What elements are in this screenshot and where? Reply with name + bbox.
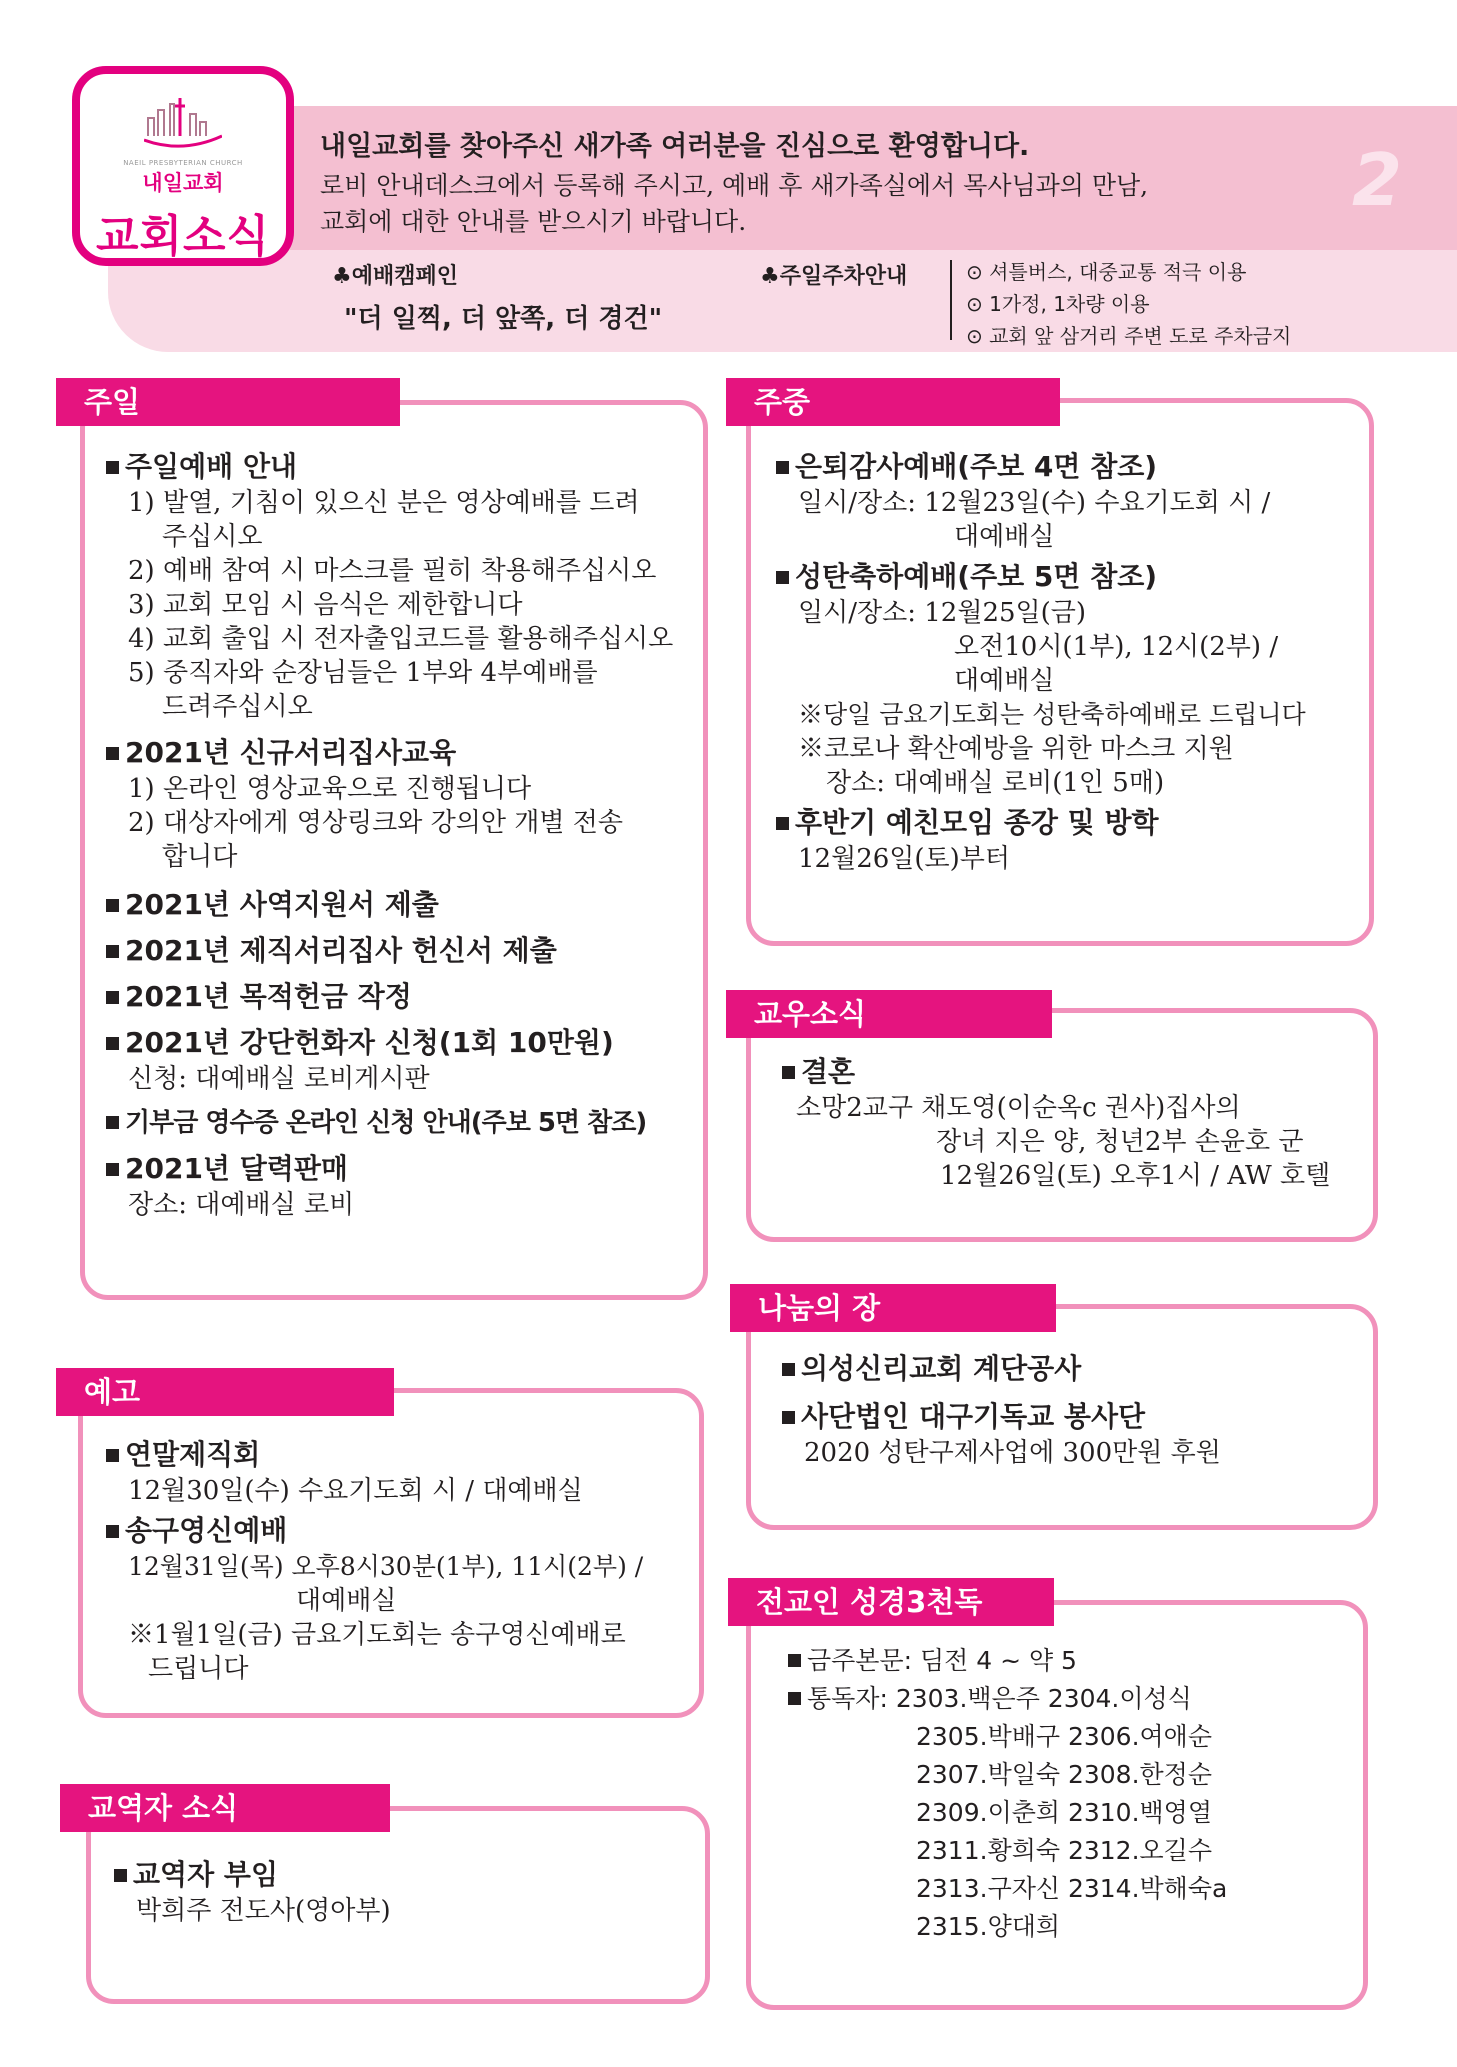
item-text: 드립니다 xyxy=(148,1654,249,1684)
readers-line: 2305.박배구 2306.여애순 xyxy=(916,1722,1212,1751)
item-text: 12월26일(토)부터 xyxy=(798,844,1011,874)
bullet-icon xyxy=(782,1363,795,1376)
readers-line: 2311.황희숙 2312.오길수 xyxy=(916,1836,1212,1865)
parking-item: ⊙ 셔틀버스, 대중교통 적극 이용 xyxy=(966,260,1247,284)
item-heading: 2021년 달력판매 xyxy=(125,1152,348,1185)
bullet-icon xyxy=(776,817,789,830)
bible-reading-tab: 전교인 성경3천독 xyxy=(728,1578,1054,1626)
item-text: 4) 교회 출입 시 전자출입코드를 활용해주십시오 xyxy=(128,624,674,654)
item-text: 합니다 xyxy=(162,842,238,872)
item-text: 대예배실 xyxy=(296,1586,397,1616)
item-heading: 기부금 영수증 온라인 신청 안내(주보 5면 참조) xyxy=(125,1108,647,1138)
item-text: 소망2교구 채도영(이순옥c 권사)집사의 xyxy=(796,1093,1241,1123)
item-text: 신청: 대예배실 로비게시판 xyxy=(128,1064,430,1094)
logo-english-text: NAEIL PRESBYTERIAN CHURCH xyxy=(123,159,243,167)
item-heading: 성탄축하예배(주보 5면 참조) xyxy=(795,560,1158,593)
item-text: 오전10시(1부), 12시(2부) / xyxy=(954,632,1279,662)
parking-label: ♣주일주차안내 xyxy=(760,264,908,289)
ministers-content xyxy=(114,1856,704,1928)
parking-list xyxy=(966,256,1291,352)
item-heading: 연말제직회 xyxy=(125,1438,261,1471)
item-text: 2) 예배 참여 시 마스크를 필히 착용해주십시오 xyxy=(128,556,657,586)
campaign-label: ♣예배캠페인 xyxy=(332,264,458,289)
bullet-icon xyxy=(106,1525,119,1538)
bullet-icon xyxy=(782,1411,795,1424)
bullet-icon xyxy=(106,945,119,958)
today-passage: 금주본문: 딤전 4 ~ 약 5 xyxy=(807,1646,1077,1675)
item-heading: 2021년 신규서리집사교육 xyxy=(125,736,457,769)
weekday-content xyxy=(776,448,1366,876)
readers-line: 2315.양대희 xyxy=(916,1912,1061,1941)
item-heading: 2021년 강단헌화자 신청(1회 10만원) xyxy=(125,1026,614,1059)
item-text: 1) 발열, 기침이 있으신 분은 영상예배를 드려 xyxy=(128,488,640,518)
church-logo-icon xyxy=(144,96,222,156)
bullet-icon xyxy=(106,1449,119,1462)
item-heading: 의성신리교회 계단공사 xyxy=(801,1352,1082,1385)
item-text: ※코로나 확산예방을 위한 마스크 지원 xyxy=(798,734,1234,764)
item-heading: 사단법인 대구기독교 봉사단 xyxy=(801,1400,1146,1433)
item-heading: 2021년 목적헌금 작정 xyxy=(125,980,412,1013)
bullet-icon xyxy=(114,1869,127,1882)
item-text: 주십시오 xyxy=(162,522,263,552)
notice-content xyxy=(106,1436,696,1686)
item-heading: 은퇴감사예배(주보 4면 참조) xyxy=(795,450,1158,483)
item-text: ※1월1일(금) 금요기도회는 송구영신예배로 xyxy=(128,1620,626,1650)
sunday-tab: 주일 xyxy=(56,378,400,426)
readers-line: 2309.이춘희 2310.백영열 xyxy=(916,1798,1212,1827)
item-text: 장녀 지은 양, 청년2부 손윤호 군 xyxy=(936,1127,1304,1157)
item-text: 12월30일(수) 수요기도회 시 / 대예배실 xyxy=(128,1476,583,1506)
item-heading: 후반기 예친모임 종강 및 방학 xyxy=(795,806,1159,839)
item-text: 1) 온라인 영상교육으로 진행됩니다 xyxy=(128,774,532,804)
bullet-icon xyxy=(106,1037,119,1050)
item-text: 박희주 전도사(영아부) xyxy=(136,1896,391,1926)
bullet-icon xyxy=(788,1654,801,1667)
item-heading: 교역자 부임 xyxy=(133,1858,278,1891)
page-title: 교회소식 xyxy=(95,211,270,262)
item-heading: 2021년 제직서리집사 헌신서 제출 xyxy=(125,934,557,967)
item-text: ※당일 금요기도회는 성탄축하예배로 드립니다 xyxy=(798,700,1306,729)
welcome-line-3: 교회에 대한 안내를 받으시기 바랍니다. xyxy=(320,207,747,236)
item-heading: 송구영신예배 xyxy=(125,1514,288,1547)
readers-label: 통독자: 2303.백은주 2304.이성식 xyxy=(807,1684,1192,1713)
item-text: 대예배실 xyxy=(954,522,1055,552)
item-text: 일시/장소: 12월25일(금) xyxy=(798,598,1087,628)
sunday-content xyxy=(106,448,696,1222)
page-number: 2 xyxy=(1352,138,1403,222)
parking-item: ⊙ 교회 앞 삼거리 주변 도로 주차금지 xyxy=(966,324,1292,348)
item-heading: 결혼 xyxy=(801,1055,856,1088)
item-heading: 주일예배 안내 xyxy=(125,450,298,483)
bullet-icon xyxy=(106,461,119,474)
sharing-tab: 나눔의 장 xyxy=(730,1284,1056,1332)
item-text: 12월31일(목) 오후8시30분(1부), 11시(2부) / xyxy=(128,1552,644,1581)
weekday-tab: 주중 xyxy=(726,378,1060,426)
item-text: 3) 교회 모임 시 음식은 제한합니다 xyxy=(128,590,523,620)
readers-line: 2313.구자신 2314.박해숙a xyxy=(916,1874,1228,1903)
readers-line: 2307.박일숙 2308.한정순 xyxy=(916,1760,1212,1789)
ministers-tab: 교역자 소식 xyxy=(60,1784,390,1832)
bullet-icon xyxy=(782,1066,795,1079)
bullet-icon xyxy=(106,747,119,760)
bullet-icon xyxy=(776,461,789,474)
members-news-content xyxy=(782,1053,1372,1193)
bullet-icon xyxy=(106,1116,119,1129)
item-text: 5) 중직자와 순장님들은 1부와 4부예배를 xyxy=(128,658,598,688)
bullet-icon xyxy=(106,991,119,1004)
campaign-slogan: "더 일찍, 더 앞쪽, 더 경건" xyxy=(344,304,663,334)
church-logo-box xyxy=(72,66,294,266)
members-news-tab: 교우소식 xyxy=(726,990,1052,1038)
welcome-line-2: 로비 안내데스크에서 등록해 주시고, 예배 후 새가족실에서 목사님과의 만남, xyxy=(320,171,1149,200)
item-text: 2) 대상자에게 영상링크와 강의안 개별 전송 xyxy=(128,808,623,838)
bullet-icon xyxy=(106,1163,119,1176)
notice-tab: 예고 xyxy=(56,1368,394,1416)
parking-divider xyxy=(950,260,952,340)
item-text: 대예배실 xyxy=(954,666,1055,696)
item-text: 장소: 대예배실 로비 xyxy=(128,1190,355,1220)
sharing-content xyxy=(782,1350,1372,1470)
welcome-line-1: 내일교회를 찾아주신 새가족 여러분을 진심으로 환영합니다. xyxy=(320,131,1030,162)
item-text: 일시/장소: 12월23일(수) 수요기도회 시 / xyxy=(798,488,1271,518)
bullet-icon xyxy=(788,1692,801,1705)
item-text: 장소: 대예배실 로비(1인 5매) xyxy=(826,768,1165,798)
item-heading: 2021년 사역지원서 제출 xyxy=(125,888,439,921)
bible-reading-content xyxy=(788,1642,1358,1946)
item-text: 2020 성탄구제사업에 300만원 후원 xyxy=(804,1438,1221,1468)
parking-item: ⊙ 1가정, 1차량 이용 xyxy=(966,292,1150,316)
item-text: 드려주십시오 xyxy=(162,692,313,722)
bullet-icon xyxy=(106,899,119,912)
logo-church-name: 내일교회 xyxy=(142,171,224,195)
bullet-icon xyxy=(776,571,789,584)
item-text: 12월26일(토) 오후1시 / AW 호텔 xyxy=(940,1161,1331,1191)
